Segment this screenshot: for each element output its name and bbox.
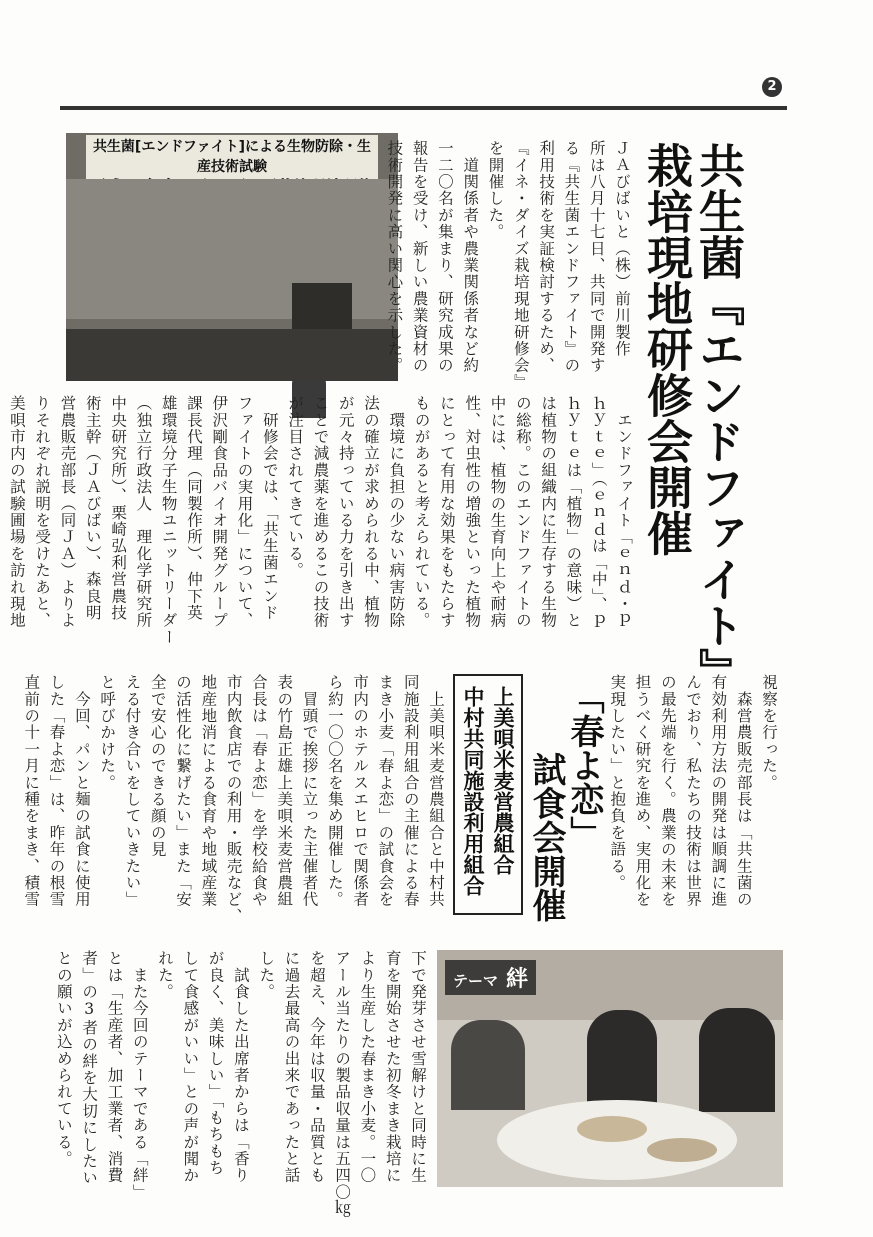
attendee-left <box>451 1020 525 1110</box>
page-number: 2 <box>762 77 782 97</box>
article2-subhead-1: 上美唄米麦営農組合 <box>491 686 515 875</box>
header-rule <box>60 106 787 110</box>
tasting-photo <box>437 950 783 1187</box>
photo-banner <box>86 135 378 181</box>
theme-label <box>445 960 536 995</box>
attendee-middle <box>587 1010 657 1106</box>
article1-continued-text: 視察を行った。 森営農販売部長は「共生菌の 有効利用方法の開発は順調に進 んでおり、私たちの技術は世界 の最先端を行く。農業の未来を 担うべく研究を進め、実用化を 実現したい」と抱負を語る。 <box>608 674 778 908</box>
article1-body-text: エンドファイト「ｅｎｄ・ｐ ｈｙｔｅ」（ｅｎｄは「中」、ｐ ｈｙｔｅは「植物」の意味）と は植物の組織内に生存する生物 の総称。このエンドファイトの 中には、植物の生育向上や耐病 性、対虫性の増強といった植物 にとって有用な効果をもたらす ものがあると考えられている。 環境に負担の少ない病害防除 法の確立が求められる中、植物 が元々持っている力を引き出す ことで減農薬を進めるこの技術 が注目されてきている。 研修会では、「共生菌エンド ファイトの実用化」について、 伊沢剛食品バイオ開発グループ 課長代理（同製作所）、仲下英 雄環境分子生物ユニットリーダー （独立行政法人 理化学研究所 中央研究所）、栗崎弘利営農技 術主幹（ＪＡびばい）、森良明 営農販売部長（同ＪＡ）よりよ りそれぞれ説明を受けたあと、 美唄市内の試験圃場を訪れ現地 <box>7 395 633 646</box>
theme-label-text: テーマ <box>453 972 499 990</box>
article2-body-text-lower: 下で発芽させ雪解けと同時に生 育を開始させた初冬まき栽培に より生産した春まき小麦。一〇 アール当たりの製品収量は五四〇㎏ を超え、今年は収量・品質とも に過去最高の出来であったと話 した。 試食した出席者からは「香り が良く、美味しい」「もちもち して食感がいい」との声が聞か れた。 また今回のテーマである「絆」 とは「生産者、加工業者、消費 者」の3者の絆を大切にしたい との願いが込められている。 <box>54 950 427 1218</box>
bread-plate-2 <box>647 1138 717 1162</box>
article2-headline-2: 試食会開催 <box>526 752 566 922</box>
article1-lead-text: ＪＡびばいと（株）前川製作 所は八月十七日、共同で開発す る『共生菌エンドファイト』の 利用技術を実証検討するため、 『イネ・ダイズ栽培現地研修会』 を開催した。 道関係者や農業関係者など約 一二〇名が集まり、研究成果の 報告を受け、新しい農業資材の 技術開発に高い関心を示した。 <box>385 140 631 391</box>
article1-headline-1: 共生菌『エンドファイト』 <box>692 142 746 694</box>
bread-plate-1 <box>577 1116 647 1142</box>
article2-body-text-upper: 上美唄米麦営農組合と中村共 同施設利用組合の主催による春 まき小麦「春よ恋」の試食会を 市内のホテルスエヒロで関係者 ら約一〇〇名を集め開催した。 冒頭で挨拶に立った主催者代 表の竹島正雄上美唄米麦営農組 合長は「春よ恋」を学校給食や 市内飲食店での利用・販売など、 地産地消による食育や地域産業 の活性化に繋げたい」また「安 全で安心のできる顔の見 える付き合いをしていきたい」 と呼びかけた。 今回、パンと麺の試食に使用 した「春よ恋」は、昨年の根雪 直前の十一月に種をまき、積雪 <box>22 674 445 925</box>
article1-headline-2: 栽培現地研修会開催 <box>640 142 694 556</box>
audience <box>66 329 398 381</box>
article2-subhead-2: 中村共同施設利用組合 <box>461 686 485 896</box>
article2-headline-1: 「春よ恋」 <box>564 680 604 850</box>
photo-banner-line1: 共生菌[エンドファイト]による生物防除・生産技術試験 <box>92 139 372 175</box>
seminar-photo <box>66 133 398 381</box>
theme-label-kanji: 絆 <box>506 967 529 992</box>
attendee-right <box>699 1008 775 1112</box>
article2-subhead-box <box>453 674 523 915</box>
